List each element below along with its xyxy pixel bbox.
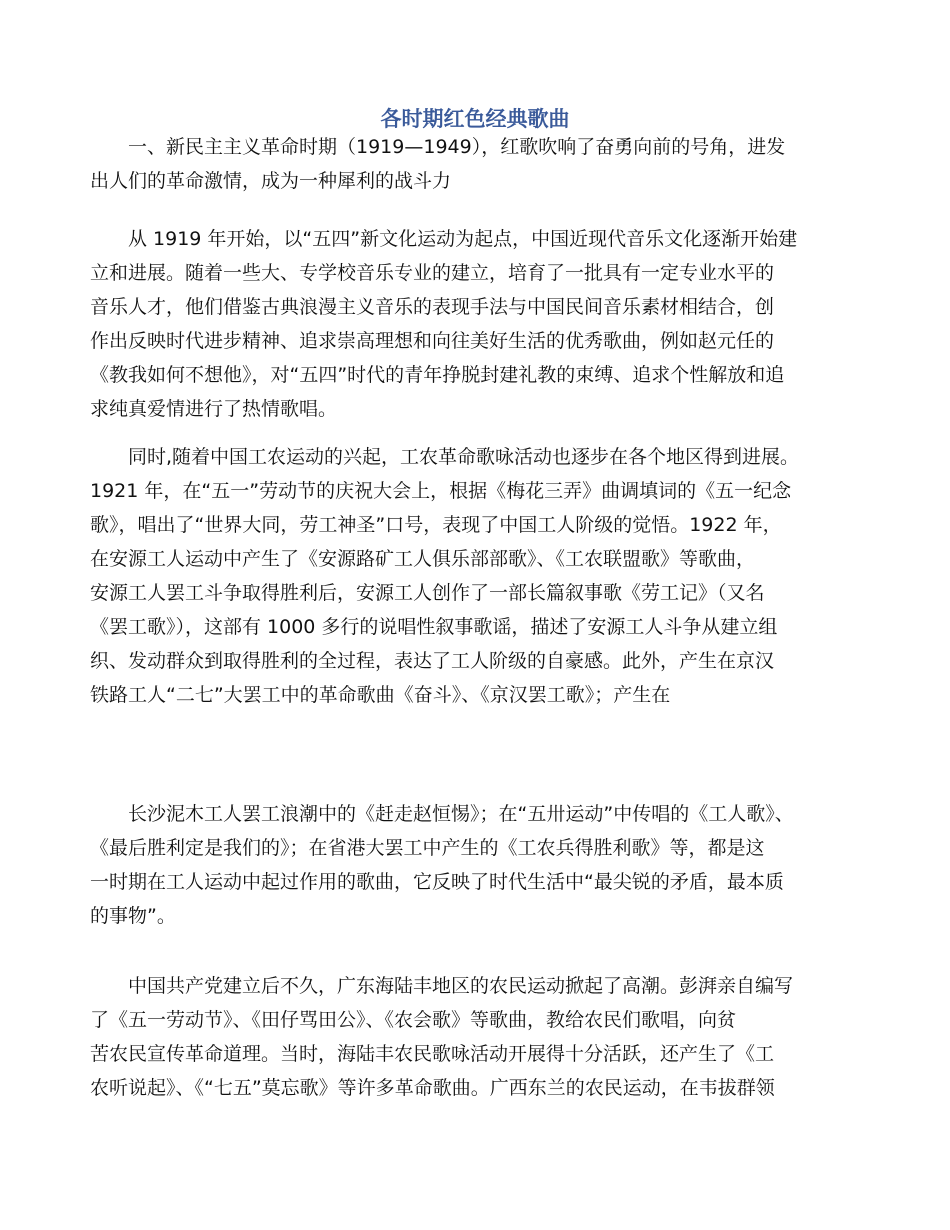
- paragraph-line: 农听说起》、《“七五”莫忘歌》等许多革命歌曲。广西东兰的农民运动，在韦拔群领: [90, 1077, 775, 1099]
- paragraph-line: 同时,随着中国工农运动的兴起，工农革命歌咏活动也逐步在各个地区得到进展。: [128, 446, 800, 468]
- paragraph-intro: [90, 130, 870, 198]
- paragraph-line: 铁路工人“二七”大罢工中的革命歌曲《奋斗》、《京汉罢工歌》；产生在: [90, 684, 671, 706]
- paragraph-line: 立和进展。随着一些大、专学校音乐专业的建立，培育了一批具有一定专业水平的: [90, 262, 775, 284]
- paragraph-line: 安源工人罢工斗争取得胜利后，安源工人创作了一部长篇叙事歌《劳工记》（又名: [90, 582, 765, 604]
- document-title: 各时期红色经典歌曲: [380, 106, 570, 131]
- paragraph-line: 了《五一劳动节》、《田仔骂田公》、《农会歌》等歌曲，教给农民们歌唱，向贫: [90, 1009, 737, 1031]
- paragraph-line: 歌》，唱出了“世界大同，劳工神圣”口号，表现了中国工人阶级的觉悟。1922 年，: [90, 514, 782, 536]
- paragraph-line: 从 1919 年开始，以“五四”新文化运动为起点，中国近现代音乐文化逐渐开始建: [128, 228, 798, 250]
- paragraph-line: 出人们的革命激情，成为一种犀利的战斗力: [90, 170, 452, 192]
- paragraph-line: 一、新民主主义革命时期（1919—1949），红歌吹响了奋勇向前的号角，进发: [128, 136, 786, 158]
- paragraph-line: 在安源工人运动中产生了《安源路矿工人俱乐部部歌》、《工农联盟歌》等歌曲，: [90, 548, 756, 570]
- paragraph-line: 织、发动群众到取得胜利的全过程，表达了工人阶级的自豪感。此外，产生在京汉: [90, 650, 775, 672]
- paragraph-line: 苦农民宣传革命道理。当时，海陆丰农民歌咏活动开展得十分活跃，还产生了《工: [90, 1043, 775, 1065]
- paragraph-line: 《罢工歌》），这部有 1000 多行的说唱性叙事歌谣，描述了安源工人斗争从建立组: [90, 616, 778, 638]
- paragraph-line: 一时期在工人运动中起过作用的歌曲，它反映了时代生活中“最尖锐的矛盾，最本质: [90, 871, 784, 893]
- paragraph-line: 作出反映时代进步精神、追求崇高理想和向往美好生活的优秀歌曲，例如赵元任的: [90, 330, 775, 352]
- paragraph-line: 的事物”。: [90, 905, 176, 927]
- paragraph-strike-songs: [90, 797, 870, 933]
- paragraph-line: 音乐人才，他们借鉴古典浪漫主义音乐的表现手法与中国民间音乐素材相结合，创: [90, 296, 775, 318]
- paragraph-line: 《教我如何不想他》，对“五四”时代的青年挣脱封建礼教的束缚、追求个性解放和追: [90, 364, 785, 386]
- paragraph-line: 中国共产党建立后不久，广东海陆丰地区的农民运动掀起了高潮。彭湃亲自编写: [128, 975, 794, 997]
- paragraph-workers-movement: [90, 440, 870, 712]
- paragraph-peasant-movement: [90, 969, 870, 1105]
- paragraph-line: 《最后胜利定是我们的》；在省港大罢工中产生的《工农兵得胜利歌》等，都是这: [90, 837, 765, 859]
- paragraph-line: 1921 年，在“五一”劳动节的庆祝大会上，根据《梅花三弄》曲调填词的《五一纪念: [90, 480, 792, 502]
- paragraph-1919: [90, 222, 870, 426]
- paragraph-line: 长沙泥木工人罢工浪潮中的《赶走赵恒惕》；在“五卅运动”中传唱的《工人歌》、: [128, 803, 794, 825]
- paragraph-line: 求纯真爱情进行了热情歌唱。: [90, 398, 338, 420]
